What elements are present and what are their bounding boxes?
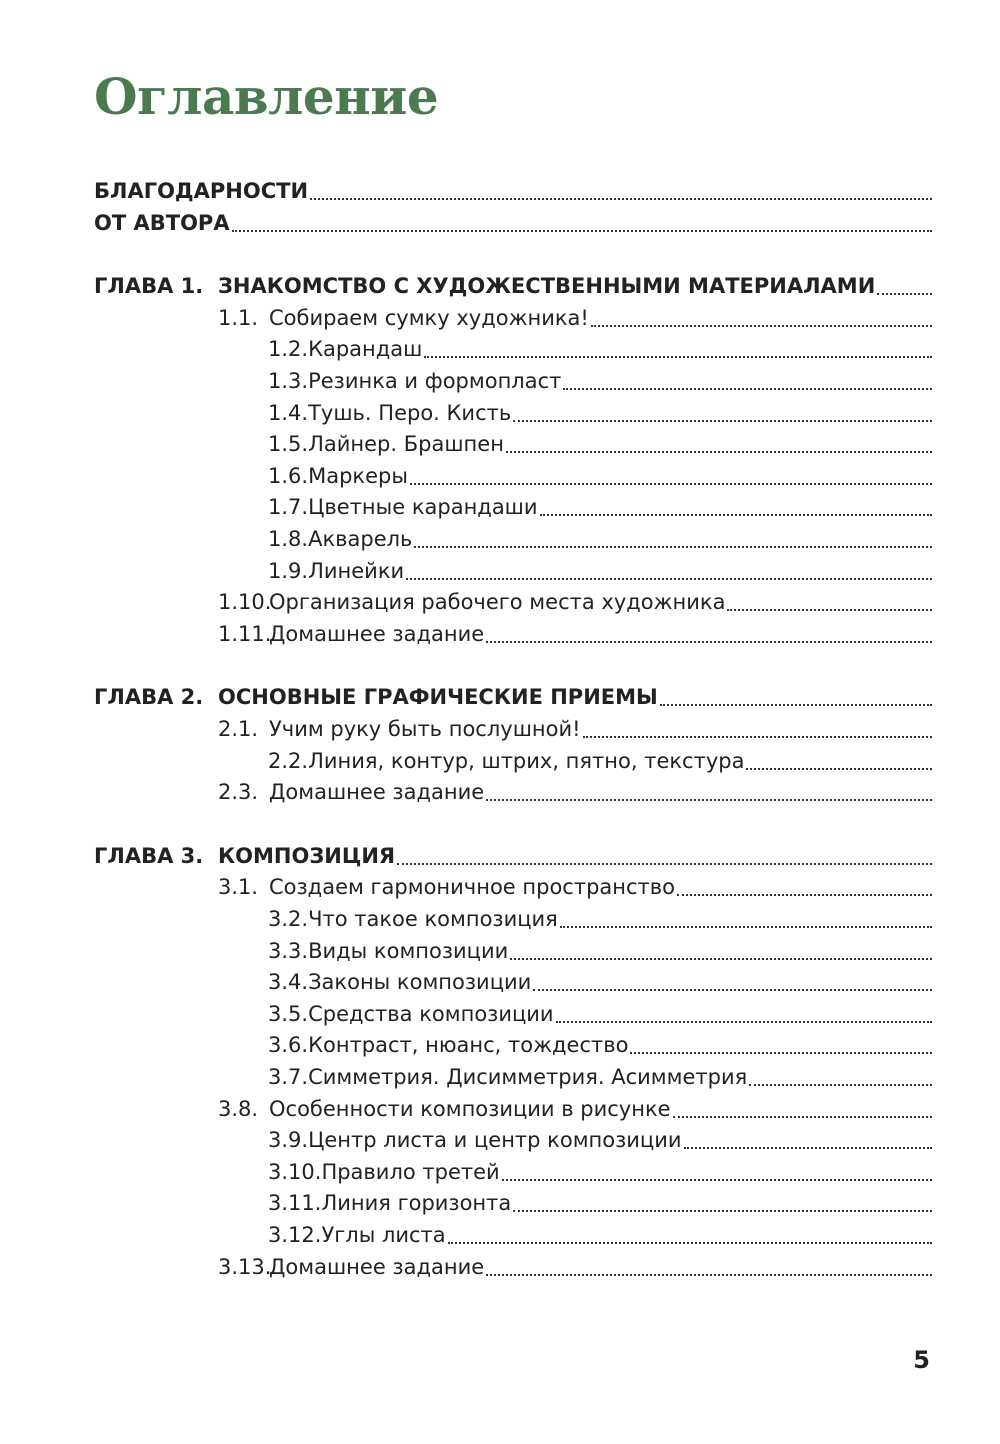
section-title: Особенности композиции в рисунке <box>269 1096 671 1121</box>
dot-leader <box>513 420 932 422</box>
toc-chapter-entry[interactable] <box>218 839 932 869</box>
dot-leader <box>660 704 932 706</box>
toc-subsection-entry[interactable] <box>268 396 932 426</box>
subsection-number: 3.9. <box>268 1128 309 1153</box>
subsection-number: 1.4. <box>268 400 309 425</box>
toc-subsection-entry[interactable] <box>268 1028 932 1058</box>
subsection-number: 3.3. <box>268 938 309 963</box>
dot-leader <box>502 1179 932 1181</box>
toc-subsection-entry[interactable] <box>268 1186 932 1216</box>
dot-leader <box>727 609 932 611</box>
subsection-title: Маркеры <box>308 463 408 488</box>
subsection-title: Линейки <box>308 558 405 583</box>
subsection-title: Акварель <box>308 527 413 551</box>
subsection-title: Линия, контур, штрих, пятно, текстура <box>308 748 745 773</box>
section-title: Домашнее задание <box>269 621 485 646</box>
toc-chapter-entry[interactable] <box>218 680 932 710</box>
subsection-title: Что такое композиция <box>308 907 558 931</box>
dot-leader <box>486 799 932 801</box>
toc-subsection-entry[interactable] <box>268 427 932 457</box>
chapter-label: ГЛАВА 2. <box>94 685 204 710</box>
subsection-title: Цветные карандаши <box>308 495 538 520</box>
dot-leader <box>310 198 932 200</box>
dot-leader <box>583 736 932 738</box>
toc-section-entry[interactable] <box>218 301 932 331</box>
section-title: Создаем гармоничное пространство <box>269 875 676 900</box>
toc-subsection-entry[interactable] <box>268 744 932 774</box>
toc-subsection-entry[interactable] <box>268 965 932 995</box>
toc-subsection-entry[interactable] <box>268 934 932 964</box>
dot-leader <box>414 546 932 548</box>
subsection-number: 3.6. <box>268 1033 309 1058</box>
dot-leader <box>540 514 932 516</box>
toc-subsection-entry[interactable] <box>268 364 932 394</box>
toc-entry-title: БЛАГОДАРНОСТИ <box>94 179 309 203</box>
section-number: 2.3. <box>218 780 259 805</box>
dot-leader <box>591 325 932 327</box>
dot-leader <box>513 1210 932 1212</box>
subsection-number: 1.5. <box>268 432 309 457</box>
toc-section-entry[interactable] <box>218 712 932 742</box>
subsection-title: Контраст, нюанс, тождество <box>308 1033 629 1058</box>
toc-subsection-entry[interactable] <box>268 554 932 584</box>
dot-leader <box>448 1242 932 1244</box>
toc-section-entry[interactable] <box>218 775 932 805</box>
toc-subsection-entry[interactable] <box>268 1060 932 1090</box>
chapter-label: ГЛАВА 1. <box>94 274 204 299</box>
dot-leader <box>677 894 932 896</box>
toc-subsection-entry[interactable] <box>268 997 932 1027</box>
chapter-label: ГЛАВА 3. <box>94 843 204 868</box>
subsection-number: 3.12. <box>268 1223 322 1247</box>
toc-chapter-entry[interactable] <box>218 269 932 299</box>
dot-leader <box>506 451 932 453</box>
subsection-title: Центр листа и центр композиции <box>308 1128 682 1153</box>
section-number: 3.8. <box>218 1096 259 1121</box>
section-number: 2.1. <box>218 717 259 741</box>
dot-leader <box>410 483 932 485</box>
toc-subsection-entry[interactable] <box>268 902 932 932</box>
subsection-title: Законы композиции <box>308 970 532 995</box>
dot-leader <box>533 989 932 991</box>
dot-leader <box>749 1084 932 1086</box>
dot-leader <box>563 388 932 390</box>
dot-leader <box>746 768 932 770</box>
subsection-number: 1.3. <box>268 369 309 393</box>
subsection-title: Средства композиции <box>308 1001 554 1026</box>
subsection-number: 1.9. <box>268 558 309 583</box>
section-number: 1.11. <box>218 621 272 646</box>
subsection-title: Правило третей <box>321 1159 500 1184</box>
section-number: 1.1. <box>218 305 259 330</box>
toc-entry-title: ОТ АВТОРА <box>94 210 230 235</box>
subsection-title: Тушь. Перо. Кисть <box>308 400 512 425</box>
subsection-number: 1.2. <box>268 337 309 362</box>
chapter-title: ОСНОВНЫЕ ГРАФИЧЕСКИЕ ПРИЕМЫ <box>218 685 658 710</box>
toc-front-entry[interactable] <box>94 206 932 236</box>
section-title: Учим руку быть послушной! <box>269 717 581 741</box>
toc-subsection-entry[interactable] <box>268 1123 932 1153</box>
page-number: 5 <box>913 1346 930 1374</box>
section-title: Домашнее задание <box>269 780 485 805</box>
subsection-title: Линия горизонта <box>321 1191 512 1216</box>
toc-section-entry[interactable] <box>218 1250 932 1280</box>
chapter-title: ЗНАКОМСТВО С ХУДОЖЕСТВЕННЫМИ МАТЕРИАЛАМИ <box>218 274 876 299</box>
dot-leader <box>397 863 932 865</box>
subsection-number: 1.6. <box>268 463 309 488</box>
dot-leader <box>877 293 932 295</box>
dot-leader <box>424 356 932 358</box>
subsection-title: Виды композиции <box>308 938 509 963</box>
chapter-title: КОМПОЗИЦИЯ <box>218 843 396 868</box>
section-title: Домашнее задание <box>269 1254 485 1279</box>
toc-subsection-entry[interactable] <box>268 490 932 520</box>
subsection-number: 3.11. <box>268 1191 322 1216</box>
subsection-number: 3.4. <box>268 970 309 995</box>
subsection-number: 3.7. <box>268 1065 309 1089</box>
subsection-title: Углы листа <box>321 1223 446 1247</box>
toc-section-entry[interactable] <box>218 870 932 900</box>
page-title: Оглавление <box>94 67 439 126</box>
section-number: 3.13. <box>218 1254 272 1279</box>
dot-leader <box>630 1052 932 1054</box>
section-number: 3.1. <box>218 875 259 900</box>
dot-leader <box>510 958 932 960</box>
section-title: Собираем сумку художника! <box>269 305 589 330</box>
subsection-title: Лайнер. Брашпен <box>308 432 504 457</box>
subsection-number: 3.10. <box>268 1159 322 1184</box>
subsection-number: 3.2. <box>268 907 309 931</box>
dot-leader <box>232 230 932 232</box>
toc-subsection-entry[interactable] <box>268 332 932 362</box>
section-title: Организация рабочего места художника <box>269 590 726 615</box>
toc-subsection-entry[interactable] <box>268 522 932 552</box>
dot-leader <box>560 926 932 928</box>
section-number: 1.10. <box>218 590 272 615</box>
subsection-number: 1.7. <box>268 495 309 520</box>
dot-leader <box>673 1116 932 1118</box>
toc-subsection-entry[interactable] <box>268 1155 932 1185</box>
toc-front-entry[interactable] <box>94 174 932 204</box>
subsection-title: Карандаш <box>308 337 423 362</box>
subsection-title: Симметрия. Дисимметрия. Асимметрия <box>308 1065 748 1089</box>
toc-subsection-entry[interactable] <box>268 1218 932 1248</box>
toc-section-entry[interactable] <box>218 1092 932 1122</box>
subsection-number: 3.5. <box>268 1001 309 1026</box>
dot-leader <box>684 1147 932 1149</box>
dot-leader <box>486 641 932 643</box>
subsection-number: 2.2. <box>268 748 309 773</box>
dot-leader <box>556 1021 932 1023</box>
toc-section-entry[interactable] <box>218 617 932 647</box>
toc-section-entry[interactable] <box>218 585 932 615</box>
subsection-title: Резинка и формопласт <box>308 369 562 393</box>
subsection-number: 1.8. <box>268 527 309 551</box>
dot-leader <box>486 1274 932 1276</box>
toc-subsection-entry[interactable] <box>268 459 932 489</box>
dot-leader <box>406 578 932 580</box>
